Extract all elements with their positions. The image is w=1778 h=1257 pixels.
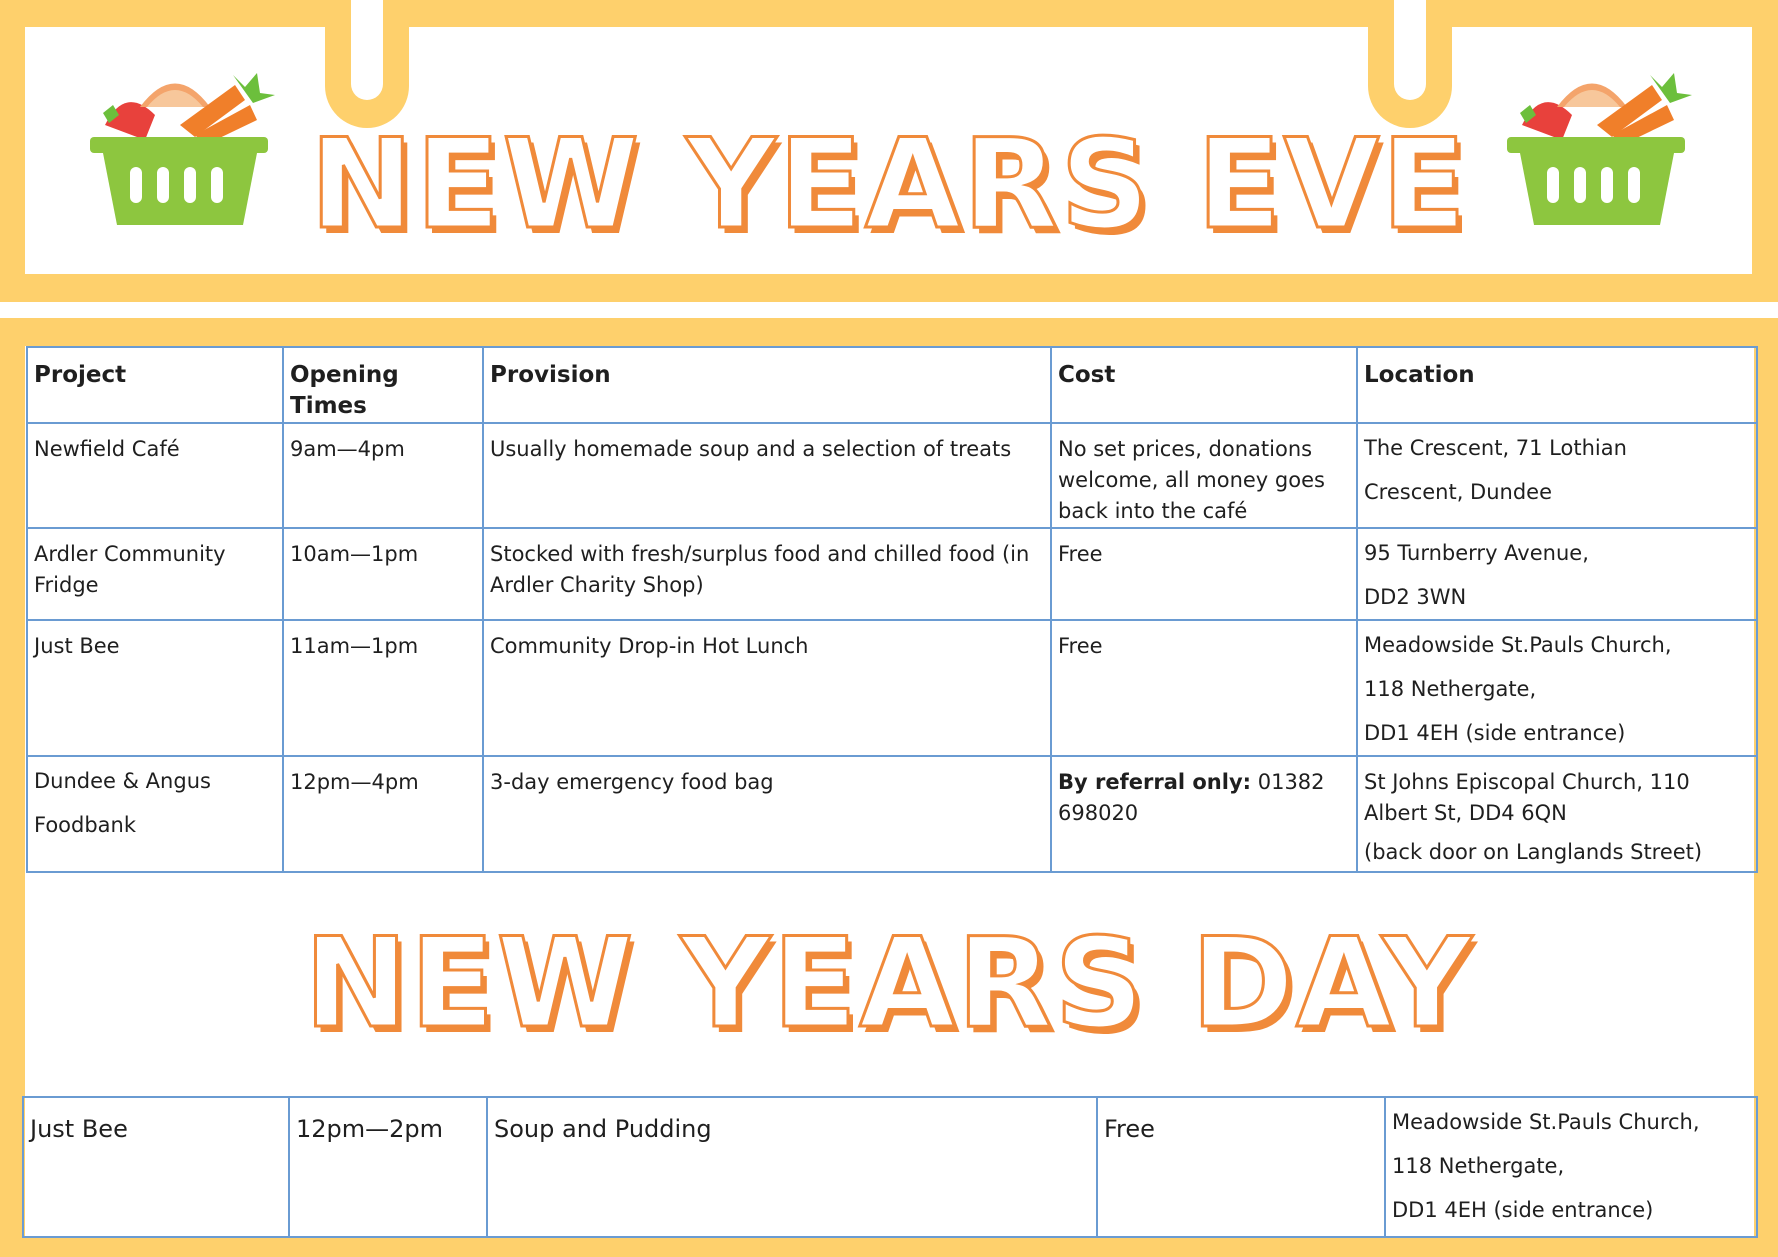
project-cell: Newfield Café [27,423,283,528]
provision-cell: 3-day emergency food bag [483,756,1051,872]
cost-cell: No set prices, donations welcome, all money goes back into the café [1051,423,1357,528]
location-line: DD2 3WN [1364,585,1467,609]
table-row [27,620,1757,756]
project-cell: Just Bee [23,1097,289,1237]
referral-phone: 01382 698020 [1058,770,1325,825]
provision-cell: Stocked with fresh/surplus food and chilled food (in Ardler Charity Shop) [483,528,1051,620]
table-header-row [27,347,1757,423]
location-line: (back door on Langlands Street) [1364,840,1703,864]
heading-new-years-day: NEW YEARS DAY [304,912,1474,1056]
header-project: Project [27,347,283,423]
new-years-day-table [22,1096,1758,1238]
heading-new-years-eve: NEW YEARS EVE [309,113,1469,257]
location-line: 95 Turnberry Avenue, [1364,541,1589,565]
cost-cell: Free [1051,620,1357,756]
location-cell [1357,620,1757,756]
provision-cell: Community Drop-in Hot Lunch [483,620,1051,756]
cost-cell: Free [1051,528,1357,620]
table-row [27,528,1757,620]
times-cell: 10am—1pm [283,528,483,620]
project-line: Dundee & Angus [34,769,211,793]
provision-cell: Usually homemade soup and a selection of treats [483,423,1051,528]
location-line: DD1 4EH (side entrance) [1364,721,1626,745]
frame-middle-lower [0,318,1778,346]
location-line: St Johns Episcopal Church, 110 Albert St, DD4 6QN [1364,770,1690,825]
cost-cell [1051,756,1357,872]
project-cell: Ardler Community Fridge [27,528,283,620]
frame-middle [0,274,1778,302]
header-location: Location [1357,347,1757,423]
location-cell [1357,756,1757,872]
table-row [27,423,1757,528]
table-row [23,1097,1757,1237]
provision-cell: Soup and Pudding [487,1097,1097,1237]
times-cell: 9am—4pm [283,423,483,528]
times-cell: 12pm—4pm [283,756,483,872]
project-cell: Just Bee [27,620,283,756]
project-cell [27,756,283,872]
times-cell: 12pm—2pm [289,1097,487,1237]
frame-bottom [0,1237,1778,1257]
times-cell: 11am—1pm [283,620,483,756]
header-opening-times: Opening Times [283,347,483,423]
location-line: Crescent, Dundee [1364,480,1553,504]
project-line: Foodbank [34,813,137,837]
new-years-eve-table [26,346,1758,873]
location-line: Meadowside St.Pauls Church, [1392,1110,1700,1134]
header-cost: Cost [1051,347,1357,423]
hanging-tab-right [1368,0,1452,128]
location-line: Meadowside St.Pauls Church, [1364,633,1672,657]
location-line: DD1 4EH (side entrance) [1392,1198,1654,1222]
cost-cell: Free [1097,1097,1385,1237]
location-line: 118 Nethergate, [1392,1154,1565,1178]
header-provision: Provision [483,347,1051,423]
table-row [27,756,1757,872]
location-cell [1357,528,1757,620]
referral-label: By referral only: [1058,770,1252,794]
location-line: 118 Nethergate, [1364,677,1537,701]
location-line: The Crescent, 71 Lothian [1364,436,1627,460]
frame-top [0,0,1778,27]
hanging-tab-left [325,0,409,128]
location-cell [1385,1097,1757,1237]
location-cell [1357,423,1757,528]
